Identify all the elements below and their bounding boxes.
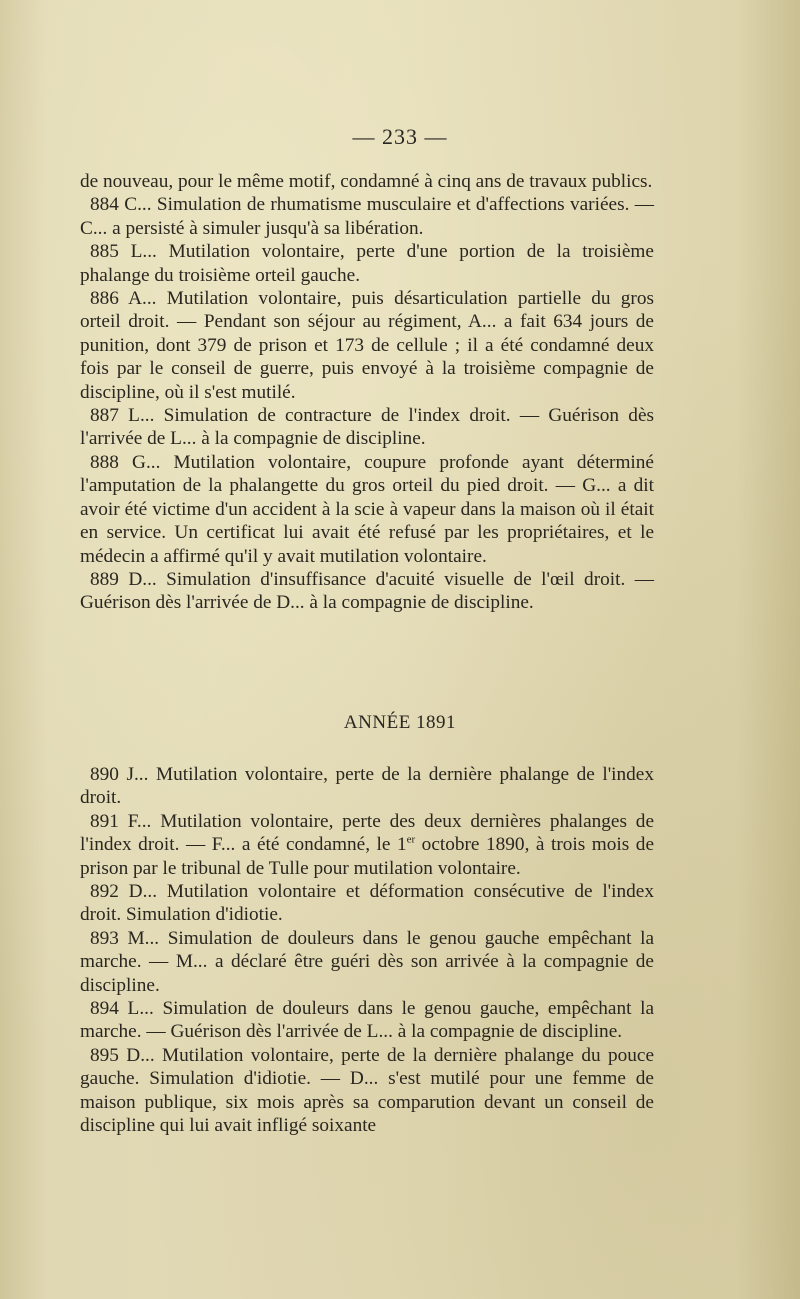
entry-887: 887 L... Simulation de contracture de l'index droit. — Guérison dès l'arrivée de L... à la compagnie de discipline. [80,405,654,450]
entry-892: 892 D... Mutilation volontaire et déformation consécutive de l'index droit. Simulation d'idiotie. [80,881,654,926]
entry-895: 895 D... Mutilation volontaire, perte de la dernière phalange du pouce gauche. Simulation d'idiotie. — D... s'est mutilé pour une femme de maison publique, six mois après sa comparution devant un conseil de discipline qui lui avait infligé soixante [80,1044,654,1137]
entry-885: 885 L... Mutilation volontaire, perte d'une portion de la troisième phalange du troisième orteil gauche. [80,241,654,286]
entry-888: 888 G... Mutilation volontaire, coupure profonde ayant déterminé l'amputation de la phalangette du gros orteil du pied droit. — G... a dit avoir été victime d'un accident à la scie à vapeur dans la maison où il était en service. Un certificat lui avait été refusé par les propriétaires, et le médecin a affirmé qu'il y avait mutilation volontaire. [80,451,654,567]
entry-894: 894 L... Simulation de douleurs dans le genou gauche, empêchant la marche. — Guérison dès l'arrivée de L... à la compagnie de discipline. [80,998,654,1043]
entry-891-part-2: octobre 1890, à trois mois de prison par le tribunal de Tulle pour mutilation volontaire. [80,834,654,879]
text-block-1891 [80,763,654,1138]
entry-884: 884 C... Simulation de rhumatisme musculaire et d'affections variées. — C... a persisté à simuler jusqu'à sa libération. [80,194,654,239]
section-heading: ANNÉE 1891 [343,712,457,733]
entry-891-superscript: er [406,833,416,846]
entry-890: 890 J... Mutilation volontaire, perte de la dernière phalange de l'index droit. [80,764,654,809]
entry-886: 886 A... Mutilation volontaire, puis désarticulation partielle du gros orteil droit. — Pendant son séjour au régiment, A... a fait 634 jours de punition, dont 379 de prison et 173 de cellule ; il a été condamné deux fois par le conseil de guerre, puis envoyé à la troisième compagnie de discipline, où il s'est mutilé. [80,288,654,403]
paragraph-continuation: de nouveau, pour le même motif, condamné à cinq ans de travaux publics. [80,171,653,192]
page-number: — 233 — [352,124,448,149]
text-block-1891-before [80,170,654,615]
entry-889: 889 D... Simulation d'insuffisance d'acuité visuelle de l'œil droit. — Guérison dès l'arrivée de D... à la compagnie de discipline. [80,568,654,614]
entry-893: 893 M... Simulation de douleurs dans le genou gauche empêchant la marche. — M... a déclaré être guéri dès son arrivée à la compagnie de discipline. [80,927,654,996]
entry-891-part-1: 891 F... Mutilation volontaire, perte des deux dernières phalanges de l'index droit. — F... a été condamné, le 1 [80,810,654,856]
entry-891 [80,810,654,880]
